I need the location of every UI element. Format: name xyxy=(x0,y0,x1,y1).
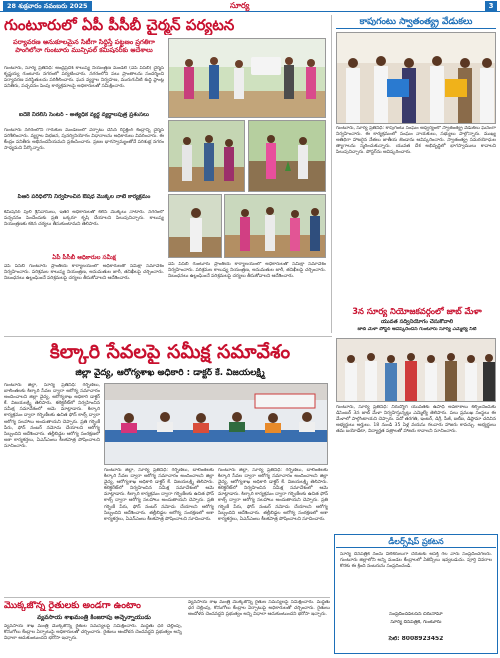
photo-kilkari-meeting xyxy=(104,383,328,465)
story4-subhead: జిల్లా వైద్య, ఆరోగ్యశాఖ అధికారి : డాక్టర్ కే. విజయలక్ష్మి xyxy=(75,368,265,378)
story3-headline: 3న సూర్య నియోజకవర్గంలో జాబ్ మేళా xyxy=(352,306,482,316)
story1-body4: ఏపీ పీసీబీ గుంటూరు ప్రాంతీయ కార్యాలయంలో అధికారులతో సమీక్షా సమావేశం నిర్వహించారు. పరిశ్రమల కాలుష్య నియంత్రణ, అనుమతుల జారీ, తనిఖీలపై చర్చించారు. నిబంధనలు ఉల్లంఘించే పరిశ్రమలపై చర్యలు తీసుకోవాలని ఆదేశించారు. xyxy=(4,264,164,282)
story4-headline: కిల్కారి సేవలపై సమీక్ష సమావేశం xyxy=(49,341,291,363)
story1-subhead4: ఏపీ పీసీబీ ఆధికారుల సమీక్ష xyxy=(52,255,116,261)
photo-independence-event xyxy=(336,32,496,124)
story2-body: గుంటూరు, సూర్య ప్రతినిధి: కాపుగంటు సంఘం ఆధ్వర్యంలో స్వాతంత్య్ర వేడుకలు ఘనంగా నిర్వహించారు. ఈ కార్యక్రమంలో సంఘం నాయకులు, సభ్యులు పాల్గొన్నారు. ముఖ్య అతిథిగా హాజరైన నేతలు జాతీయ జెండాను ఆవిష్కరించారు. స్వాతంత్య్ర సమరయోధుల త్యాగాలను స్మరించుకున్నారు. యువత దేశ అభివృద్ధిలో భాగస్వాములు కావాలని పిలుపునిచ్చారు. పోస్టర్‌ను ఆవిష్కరించారు. xyxy=(336,126,496,156)
story1-continued: ఏపీ పీసీబీ గుంటూరు ప్రాంతీయ కార్యాలయంలో అధికారులతో సమీక్షా సమావేశం నిర్వహించారు. పరిశ్రమల కాలుష్య నియంత్రణ, అనుమతుల జారీ, తనిఖీలపై చర్చించారు. నిబంధనలు ఉల్లంఘించే పరిశ్రమలపై చర్యలు తీసుకోవాలని ఆదేశించారు. xyxy=(168,262,326,280)
story5-headline: మొక్కజొన్న రైతులకు అండగా ఉంటాం xyxy=(4,600,141,611)
dealers-contact-name: సూర్య దినపత్రిక, గుంటూరు xyxy=(390,620,442,625)
section-divider xyxy=(4,336,332,337)
story5-subhead: వ్యవసాయ శాఖమంత్రి కింజరాపు అచ్చెన్నాయుడు xyxy=(37,614,151,621)
photo-officials-2 xyxy=(224,194,326,258)
dealers-phone: సెల్: 8008923452 xyxy=(388,636,444,642)
photo-chairman-visit xyxy=(168,38,326,118)
story1-subhead: పర్యావరణ అనుకూలమైన సిటీగా సిద్ధిస్తే పట్టణం ప్రగతిగా పాంగిలోనా గుంటూరు మున్సిపల్ కమిషనర్‌కు ఆదేశాలు xyxy=(13,38,155,54)
story4-body-col2: గుంటూరు జిల్లా, సూర్య ప్రతినిధి: గర్భిణీలు, బాలింతలకు కిల్కారి సేవల ద్వారా ఆరోగ్య సమాచారం అందించాలని జిల్లా వైద్య, ఆరోగ్యశాఖ అధికారి డాక్టర్ కే. విజయలక్ష్మి తెలిపారు. కలెక్టరేట్‌లో నిర్వహించిన సమీక్ష సమావేశంలో ఆమె మాట్లాడారు. కిల్కారి కార్యక్రమం ద్వారా గర్భిణీలకు ఉచిత ఫోన్ కాల్స్ ద్వారా ఆరోగ్య సలహాలు అందుతాయని చెప్పారు. ప్రతి గర్భిణీ పేరు, ఫోన్ నంబర్ నమోదు చేయాలని ఆరోగ్య సిబ్బందిని ఆదేశించారు. తల్లీబిడ్డల ఆరోగ్య సంరక్షణలో ఆశా కార్యకర్తలు, ఏఎన్ఎంలు కీలకపాత్ర పోషించాలని సూచించారు. xyxy=(104,468,214,522)
photo-officials-1 xyxy=(168,194,222,258)
story1-body2: గుంటూరు నగరంలోని గారుకుల మండలంలో ఏర్పాటు చేసిన రీసైక్లింగ్ కేంద్రాన్ని చైర్మన్ పరిశీలించారు. వ్యర్థాల విభజన, పునర్వినియోగం విధానాలను అధికారులు వివరించారు. ఈ కేంద్రం పనితీరు అభినందనీయమని ప్రశంసించారు. ప్రజల భాగస్వామ్యంతోనే పరిశుభ్ర నగరం సాధ్యమని పేర్కొన్నారు. xyxy=(4,128,164,152)
photo-job-mela-poster xyxy=(336,338,496,402)
dealers-title: డీలర్స్‌షిప్ ప్రకటన xyxy=(336,536,496,548)
story4-body: గుంటూరు జిల్లా, సూర్య ప్రతినిధి: గర్భిణీలు, బాలింతలకు కిల్కారి సేవల ద్వారా ఆరోగ్య సమాచారం అందించాలని జిల్లా వైద్య, ఆరోగ్యశాఖ అధికారి డాక్టర్ కే. విజయలక్ష్మి తెలిపారు. కలెక్టరేట్‌లో నిర్వహించిన సమీక్ష సమావేశంలో ఆమె మాట్లాడారు. కిల్కారి కార్యక్రమం ద్వారా గర్భిణీలకు ఉచిత ఫోన్ కాల్స్ ద్వారా ఆరోగ్య సలహాలు అందుతాయని చెప్పారు. ప్రతి గర్భిణీ పేరు, ఫోన్ నంబర్ నమోదు చేయాలని ఆరోగ్య సిబ్బందిని ఆదేశించారు. తల్లీబిడ్డల ఆరోగ్య సంరక్షణలో ఆశా కార్యకర్తలు, ఏఎన్ఎంలు కీలకపాత్ర పోషించాలని సూచించారు. xyxy=(4,383,100,449)
story1-headline: గుంటూరులో ఏపీ పీసీబీ చైర్మన్ పర్యటన xyxy=(4,16,235,34)
masthead-date: 28 శుక్రవారం నవంబరు 2025 xyxy=(3,1,92,11)
story4-body-col3: గుంటూరు జిల్లా, సూర్య ప్రతినిధి: గర్భిణీలు, బాలింతలకు కిల్కారి సేవల ద్వారా ఆరోగ్య సమాచారం అందించాలని జిల్లా వైద్య, ఆరోగ్యశాఖ అధికారి డాక్టర్ కే. విజయలక్ష్మి తెలిపారు. కలెక్టరేట్‌లో నిర్వహించిన సమీక్ష సమావేశంలో ఆమె మాట్లాడారు. కిల్కారి కార్యక్రమం ద్వారా గర్భిణీలకు ఉచిత ఫోన్ కాల్స్ ద్వారా ఆరోగ్య సలహాలు అందుతాయని చెప్పారు. ప్రతి గర్భిణీ పేరు, ఫోన్ నంబర్ నమోదు చేయాలని ఆరోగ్య సిబ్బందిని ఆదేశించారు. తల్లీబిడ్డల ఆరోగ్య సంరక్షణలో ఆశా కార్యకర్తలు, ఏఎన్ఎంలు కీలకపాత్ర పోషించాలని సూచించారు. xyxy=(218,468,328,522)
story1-subhead2: ఐదేకే నిరలీస్ సెంటర్ - అత్యధిక వ్యర్థ వ్యర్థాలపుత్ర ప్రశంసలు xyxy=(19,112,149,118)
story3-body: గుంటూరు, సూర్య ప్రతినిధి: నిరుద్యోగ యువతకు ఉపాధి అవకాశాలు కల్పించేందుకు డిసెంబర్ 3న జాబ్ మేళా నిర్వహిస్తున్నట్లు ఎమ్మెల్యే తెలిపారు. పలు ప్రముఖ సంస్థలు ఈ మేళాలో పాల్గొంటాయని చెప్పారు. పదో తరగతి, ఇంటర్, డిగ్రీ, పీజీ, ఐటీఐ, డిప్లొమా చదివిన అభ్యర్థులు అర్హులు. 18 నుండి 35 ఏళ్ల వయసు గలవారు హాజరు కావచ్చు. అభ్యర్థులు తమ బయోడేటా, విద్యార్హత పత్రాలతో హాజరు కావాలని సూచించారు. xyxy=(336,405,496,435)
section-divider-2 xyxy=(4,597,330,598)
masthead-name: సూర్య xyxy=(230,1,250,10)
story5-body: వ్యవసాయ శాఖ మంత్రి మొక్కజొన్న రైతుల సమస్యలపై సమీక్షించారు. మద్దతు ధర చెల్లింపు, కొనుగోలు కేంద్రాల ఏర్పాటుపై అధికారులతో చర్చించారు. రైతులు ఆందోళన చెందవద్దని ప్రభుత్వం అన్ని విధాలా ఆదుకుంటుందని భరోసా ఇచ్చారు. xyxy=(4,624,182,642)
story1-body1: గుంటూరు, సూర్య ప్రతినిధి: ఆంధ్రప్రదేశ్ కాలుష్య నియంత్రణ మండలి (ఏపీ పీసీబీ) చైర్మన్ కృష్ణయ్య గుంటూరు నగరంలో పర్యటించారు. నగరంలోని పలు ప్రాంతాలను సందర్శించి పర్యావరణ పరిస్థితులను పరిశీలించారు. ఘన వ్యర్థాల నిర్వహణ, మురుగునీటి శుద్ధి ప్లాంట్ల పనితీరు, పచ్చదనం పెంపు కార్యక్రమాలపై అధికారులతో సమీక్షించారు. xyxy=(4,66,164,90)
page-number: 3 xyxy=(485,1,497,11)
column-divider xyxy=(331,15,332,333)
dealers-contact-label: సంప్రదించవలసిన చిరునామా xyxy=(389,612,443,617)
story5-body-col2: వ్యవసాయ శాఖ మంత్రి మొక్కజొన్న రైతుల సమస్యలపై సమీక్షించారు. మద్దతు ధర చెల్లింపు, కొనుగోలు కేంద్రాల ఏర్పాటుపై అధికారులతో చర్చించారు. రైతులు ఆందోళన చెందవద్దని ప్రభుత్వం అన్ని విధాలా ఆదుకుంటుందని భరోసా ఇచ్చారు. xyxy=(188,600,330,618)
story2-title: కాపుగంటు స్వాతంత్య్ర వేడుకలు xyxy=(336,15,496,29)
masthead xyxy=(0,0,500,12)
story1-subhead3: పిఆర్ పరిధిలోని నిర్వహించిన ఔషధ మొక్కల నాటే కార్యక్రమం xyxy=(17,194,151,200)
photo-recycling-center xyxy=(168,120,245,192)
dealers-body: సూర్య దినపత్రిక నందు విలేకరులుగా చేరుటకు ఆసక్తి గల వారు సంప్రదించగలరు. గుంటూరు జిల్లాలోని అన్ని మండల కేంద్రాలలో ఏజెన్సీలు ఇవ్వబడును. పూర్తి వివరాల కొరకు ఈ క్రింది నంబరును సంప్రదించండి. xyxy=(340,552,492,570)
story3-subhead2: జాబ్ మేళా పోస్టర్ ఆవిష్కరించిన గుంటూరు సూర్య ఎమ్మెల్యే సీటీ xyxy=(357,327,477,332)
story1-body3: కమిషనర్ పులి శ్రీనివాసులు, ఇతర అధికారులతో కలిసి మొక్కలు నాటారు. నగరంలో పచ్చదనం పెంచేందుకు ప్రతి ఒక్కరూ కృషి చేయాలని పిలుపునిచ్చారు. కాలుష్య నియంత్రణకు కఠిన చర్యలు తీసుకుంటామని తెలిపారు. xyxy=(4,210,164,228)
photo-plantation xyxy=(248,120,326,192)
story3-subhead: యువత సద్వినియోగం చేసుకోవాలి xyxy=(380,319,454,325)
